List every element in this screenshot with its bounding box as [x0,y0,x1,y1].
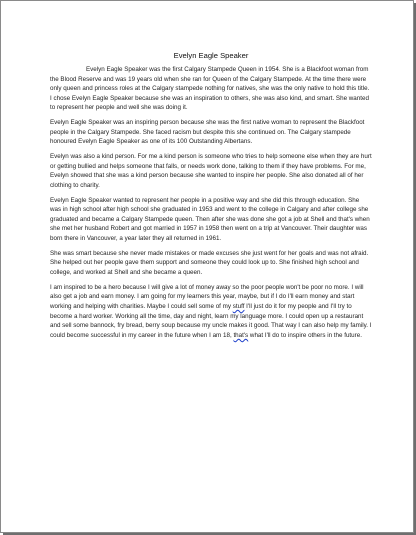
paragraph-2: Evelyn Eagle Speaker was an inspiring person because she was the first native woman to represent the Blackfoot people in the Calgary Stampede. She faced racism but despite this she continued on. The Calgary stampede honoured Evelyn Eagle Speaker as one of its 100 Outstanding Albertans. [50,119,365,146]
paragraph-5: She was smart because she never made mistakes or made excuses she just went for her goals and was not afraid. She helped out her people gave them support and someone they could look up to. She finished high school and college, and worked at Shell and she became a queen. [50,249,369,277]
document-title: Evelyn Eagle Speaker [173,51,249,60]
paragraph-4: Evelyn Eagle Speaker wanted to represent her people in a positive way and she did this through education. She was in high school after high school she graduated in 1953 and went to the college in Calgary and after college she graduated and became a Calgary Stampede queen. Then after she was done she got a job at Shell and that's when she met her husband Robert and got married in 1957 in 1958 then went on a trip at Vancouver. Their daughter was born there in Vancouver, a year later they all returned in 1961. [50,196,370,243]
paragraph-6 [50,283,372,341]
spelling-flag-thats: that's [233,331,249,339]
spelling-flag-stuff: stuff [232,303,245,310]
paragraph-1: Evelyn Eagle Speaker was the first Calgary Stampede Queen in 1954. She is a Blackfoot woman from the Blood Reserve and was 19 years old when she ran for Queen of the Calgary Stampede. At the time there were only queen and princess roles at the Calgary stampede nothing for natives, she was the only native to hold this title. I chose Evelyn Eagle Speaker because she was an inspiration to others, she was also kind, and smart. She wanted to represent her people and well she was doing it. [50,66,370,112]
paragraph-6-part-3: what I'll do to inspire others in the future. [248,331,362,339]
paragraph-6-part-1: I am inspired to be a hero because I will give a lot of money away so the poor people won't be poor no more. I will also get a job and earn money. I am going for my learners this year, maybe, but if I do I'll earn money and start working and helping with charities. Maybe I could sell some of my [50,283,364,310]
paragraph-6-part-2: I'll just do it for my people and I'll try to become a hard worker. Working all the time, day and night, learn my language more. I could open up a restaurant and sell some bannock, fry bread, berry soup because my uncle makes it good. That way I can also help my family. I could become successful in my career in the future when I am 18, [50,303,372,339]
paragraph-3: Evelyn was also a kind person. For me a kind person is someone who tries to help someone else when they are hurt or getting bullied and helps someone that falls, or needs work done, talking to them if they have problems. For me, Evelyn showed that she was a kind person because she wanted to inspire her people. She also donated all of her clothing to charity. [50,153,372,189]
document-body [50,51,372,346]
